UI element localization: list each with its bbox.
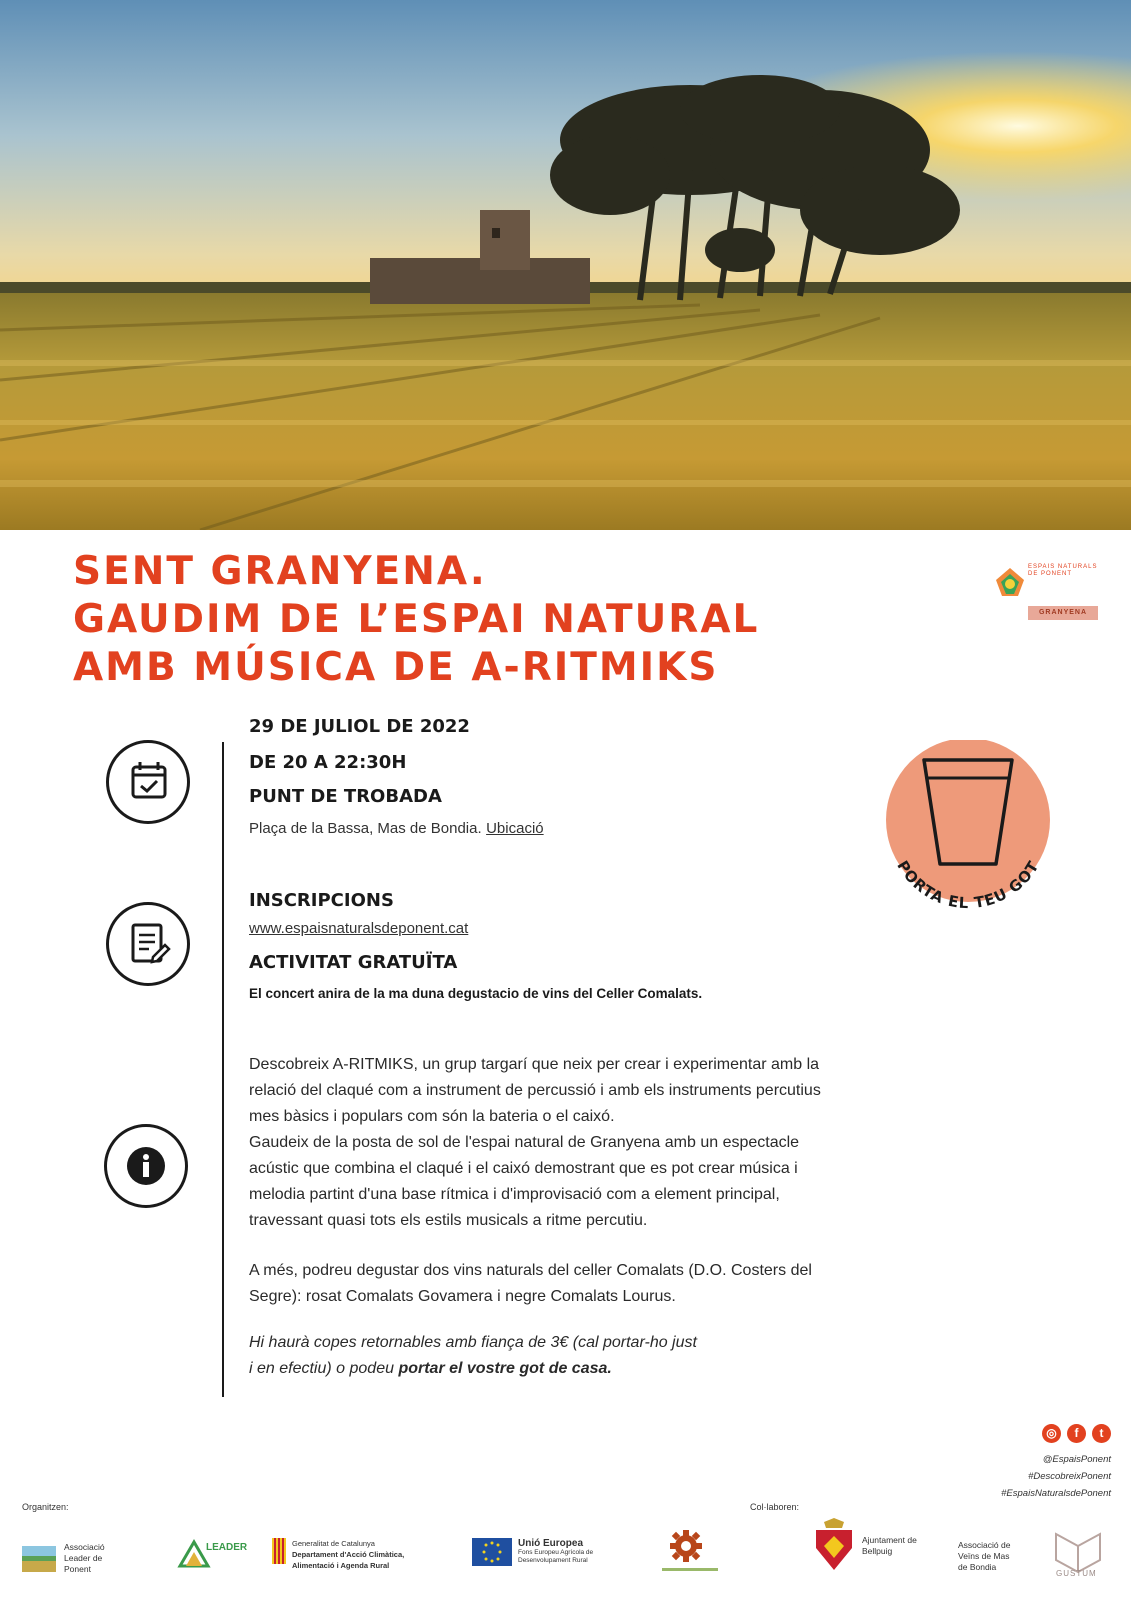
location-link[interactable]: Ubicació (486, 820, 544, 837)
social-hashtag: #EspaisNaturalsdePonent (1001, 1488, 1111, 1499)
description-line (249, 1356, 1049, 1382)
event-time: DE 20 A 22:30H (249, 752, 407, 773)
free-activity-heading: ACTIVITAT GRATUÏTA (249, 952, 458, 973)
title-line-2: GAUDIM DE L’ESPAI NATURAL (73, 597, 760, 642)
generalitat-text: Generalitat de Catalunya (292, 1539, 375, 1548)
description-paragraph-2 (249, 1258, 1049, 1310)
timeline-line (222, 742, 224, 1397)
espais-naturals-badge (994, 562, 1104, 622)
bring-your-cup-stamp (878, 740, 1058, 930)
neighbors-association-logo (958, 1540, 1010, 1573)
meeting-place-row (249, 820, 544, 838)
title-line-3: AMB MÚSICA DE A-RITMIKS (73, 645, 719, 690)
form-edit-icon (106, 902, 190, 986)
description-line: Descobreix A-RITMIKS, un grup targarí que neix per crear i experimentar amb la (249, 1056, 820, 1073)
title-line-1: SENT GRANYENA. (73, 549, 487, 594)
event-title (73, 548, 873, 692)
town-shield-icon (812, 1518, 856, 1574)
gear-logo (662, 1528, 718, 1581)
twitter-icon[interactable]: t (1092, 1424, 1111, 1443)
generalitat-department: Alimentació i Agenda Rural (292, 1561, 390, 1570)
leader-logo (176, 1536, 258, 1577)
description-emphasis: portar el vostre got de casa. (398, 1360, 612, 1377)
calendar-icon (106, 740, 190, 824)
leader-text: LEADER (206, 1542, 248, 1553)
social-handle: @EspaisPonent (1042, 1454, 1111, 1465)
description-line: mes bàsics i populars com són la bateria o el caixó. (249, 1108, 615, 1125)
gustum-text: GUSTUM (1056, 1569, 1097, 1578)
collaborators-label: Col·laboren: (750, 1502, 800, 1512)
facebook-icon[interactable]: f (1067, 1424, 1086, 1443)
eu-title: Unió Europea (518, 1538, 584, 1549)
description-text: i en efectiu) o podeu (249, 1360, 399, 1377)
registration-heading: INSCRIPCIONS (249, 890, 394, 911)
description-line: Hi haurà copes retornables amb fiança de 3€ (cal portar-ho just (249, 1334, 697, 1351)
town-hall-logo (812, 1518, 917, 1574)
hero-photo (0, 0, 1131, 530)
badge-text: ESPAIS NATURALS DE PONENT (1028, 564, 1098, 577)
website-link[interactable]: www.espaisnaturalsdeponent.cat (249, 920, 469, 937)
leader-ponent-text: Associació Leader de Ponent (64, 1542, 105, 1574)
leader-ponent-logo (22, 1542, 128, 1575)
senyera-icon (272, 1538, 286, 1564)
eu-flag-icon (472, 1538, 512, 1566)
description-line: acústic que combina el claqué i el caixó demostrant que es pot crear música i (249, 1160, 798, 1177)
social-block (1001, 1424, 1111, 1502)
meeting-place: Plaça de la Bassa, Mas de Bondia. (249, 820, 482, 837)
description-line: A més, podreu degustar dos vins naturals del celler Comalats (D.O. Costers del (249, 1262, 812, 1279)
description-paragraph-3 (249, 1330, 1049, 1382)
info-icon (104, 1124, 188, 1208)
espais-naturals-logo-icon (994, 566, 1026, 598)
description-line: relació del claqué com a instrument de percussió i amb els instruments percutius (249, 1082, 821, 1099)
description-line: melodia partint d'una base rítmica i d'improvisació com a element principal, (249, 1186, 780, 1203)
gear-icon (662, 1528, 718, 1576)
town-hall-text: Ajuntament de (862, 1535, 917, 1545)
landscape-illustration (0, 0, 1131, 530)
generalitat-logo (272, 1538, 404, 1571)
description-line: travessant quasi tots els estils musicals a ritme percutiu. (249, 1212, 648, 1229)
association-text: Veïns de Mas (958, 1551, 1010, 1561)
leader-ponent-emblem-icon (22, 1546, 56, 1572)
instagram-icon[interactable]: ◎ (1042, 1424, 1061, 1443)
description-line: Segre): rosat Comalats Govamera i negre Comalats Lourus. (249, 1288, 676, 1305)
association-text: Associació de (958, 1540, 1011, 1550)
description-line: Gaudeix de la posta de sol de l'espai natural de Granyena amb un espectacle (249, 1134, 800, 1151)
association-text: de Bondia (958, 1562, 997, 1572)
town-hall-text: Bellpuig (862, 1546, 893, 1556)
stamp-text: PORTA EL TEU GOT (893, 857, 1043, 913)
event-date: 29 DE JULIOL DE 2022 (249, 716, 470, 737)
free-activity-note: El concert anira de la ma duna degustacio de vins del Celler Comalats. (249, 986, 703, 1001)
eu-logo (472, 1538, 618, 1566)
eu-subtitle: Fons Europeu Agrícola de Desenvolupament Rural (518, 1549, 594, 1564)
badge-tag: GRANYENA (1028, 606, 1098, 620)
social-hashtag: #DescobreixPonent (1028, 1471, 1111, 1482)
generalitat-department: Departament d'Acció Climàtica, (292, 1550, 405, 1559)
meeting-heading: PUNT DE TROBADA (249, 786, 442, 807)
organizers-label: Organitzen: (22, 1502, 69, 1512)
gustum-logo (1048, 1528, 1108, 1583)
description-paragraph-1 (249, 1052, 1049, 1234)
